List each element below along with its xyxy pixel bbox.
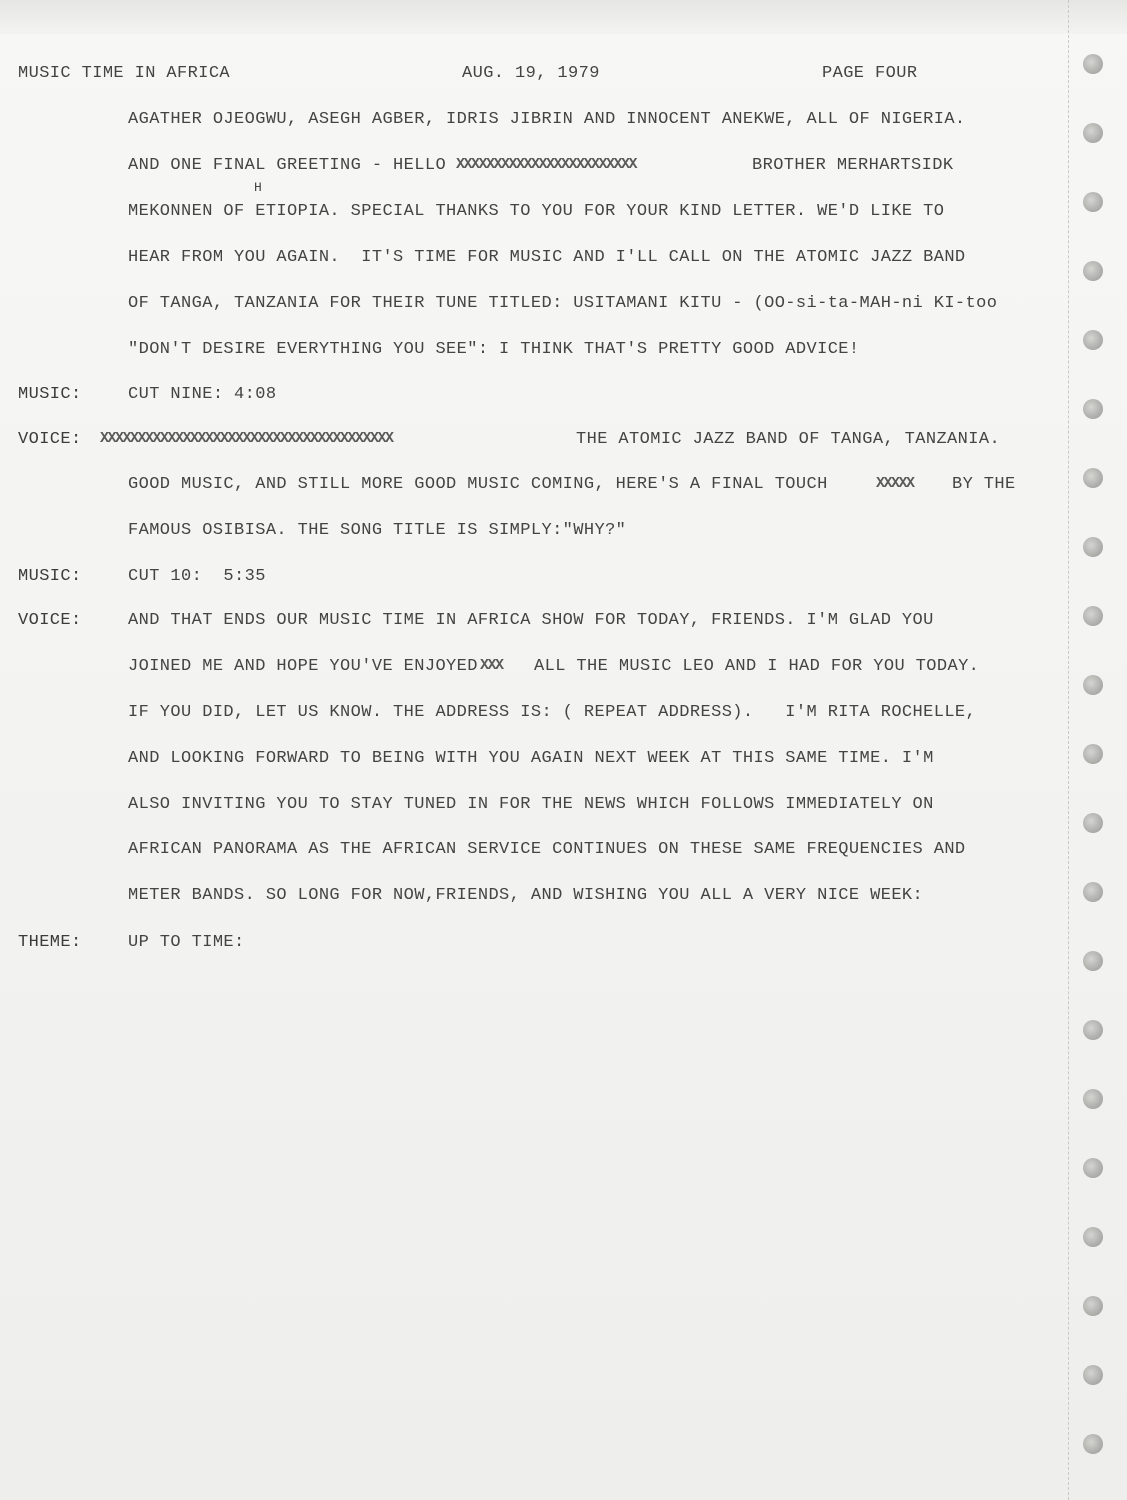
cue-text: CUT NINE: 4:08 <box>128 385 277 404</box>
text-line: BROTHER MERHARTSIDK <box>752 156 954 175</box>
feed-hole <box>1083 468 1103 488</box>
feed-hole <box>1083 1158 1103 1178</box>
cue-label-voice: VOICE: <box>18 430 82 449</box>
text-line: JOINED ME AND HOPE YOU'VE ENJOYED <box>128 657 478 676</box>
feed-hole <box>1083 54 1103 74</box>
feed-hole <box>1083 537 1103 557</box>
feed-hole <box>1083 813 1103 833</box>
struck-out-text: XXXXXXXXXXXXXXXXXXXXXXXX <box>456 156 637 173</box>
cue-label-music: MUSIC: <box>18 567 82 586</box>
feed-hole <box>1083 1296 1103 1316</box>
script-date: AUG. 19, 1979 <box>462 64 600 83</box>
text-line: METER BANDS. SO LONG FOR NOW,FRIENDS, AND WISHING YOU ALL A VERY NICE WEEK: <box>128 886 924 905</box>
struck-out-text: XXXXX <box>876 475 914 492</box>
feed-hole <box>1083 606 1103 626</box>
text-line: IF YOU DID, LET US KNOW. THE ADDRESS IS: ( REPEAT ADDRESS). I'M RITA ROCHELLE, <box>128 703 977 722</box>
feed-hole <box>1083 330 1103 350</box>
text-line: BY THE <box>952 475 1016 494</box>
cue-text: CUT 10: 5:35 <box>128 567 266 586</box>
handwritten-correction: H <box>254 180 263 195</box>
text-line: AND LOOKING FORWARD TO BEING WITH YOU AGAIN NEXT WEEK AT THIS SAME TIME. I'M <box>128 749 934 768</box>
struck-out-text: XXX <box>480 657 503 674</box>
text-line: ALSO INVITING YOU TO STAY TUNED IN FOR THE NEWS WHICH FOLLOWS IMMEDIATELY ON <box>128 795 934 814</box>
tractor-feed-strip <box>1068 0 1127 1500</box>
text-line: AND THAT ENDS OUR MUSIC TIME IN AFRICA SHOW FOR TODAY, FRIENDS. I'M GLAD YOU <box>128 611 934 630</box>
text-line: OF TANGA, TANZANIA FOR THEIR TUNE TITLED: USITAMANI KITU - (OO-si-ta-MAH-ni KI-too <box>128 294 998 313</box>
feed-hole <box>1083 399 1103 419</box>
text-line: FAMOUS OSIBISA. THE SONG TITLE IS SIMPLY:"WHY?" <box>128 521 627 540</box>
struck-out-text: XXXXXXXXXXXXXXXXXXXXXXXXXXXXXXXXXXXXXXX <box>100 430 393 447</box>
cue-label-theme: THEME: <box>18 933 82 952</box>
cue-text: UP TO TIME: <box>128 933 245 952</box>
text-line: "DON'T DESIRE EVERYTHING YOU SEE": I THINK THAT'S PRETTY GOOD ADVICE! <box>128 340 860 359</box>
feed-hole <box>1083 1089 1103 1109</box>
feed-hole <box>1083 123 1103 143</box>
feed-hole <box>1083 1434 1103 1454</box>
text-line: ALL THE MUSIC LEO AND I HAD FOR YOU TODAY. <box>534 657 980 676</box>
paper-top-edge <box>0 0 1127 34</box>
text-line: GOOD MUSIC, AND STILL MORE GOOD MUSIC COMING, HERE'S A FINAL TOUCH <box>128 475 828 494</box>
text-line: HEAR FROM YOU AGAIN. IT'S TIME FOR MUSIC AND I'LL CALL ON THE ATOMIC JAZZ BAND <box>128 248 966 267</box>
cue-label-music: MUSIC: <box>18 385 82 404</box>
feed-hole <box>1083 1227 1103 1247</box>
feed-hole <box>1083 951 1103 971</box>
text-line: AFRICAN PANORAMA AS THE AFRICAN SERVICE CONTINUES ON THESE SAME FREQUENCIES AND <box>128 840 966 859</box>
text-line: AGATHER OJEOGWU, ASEGH AGBER, IDRIS JIBRIN AND INNOCENT ANEKWE, ALL OF NIGERIA. <box>128 110 966 129</box>
feed-hole <box>1083 675 1103 695</box>
feed-hole <box>1083 1365 1103 1385</box>
feed-hole <box>1083 192 1103 212</box>
text-line: THE ATOMIC JAZZ BAND OF TANGA, TANZANIA. <box>576 430 1001 449</box>
program-title: MUSIC TIME IN AFRICA <box>18 64 231 83</box>
feed-hole <box>1083 261 1103 281</box>
text-line: AND ONE FINAL GREETING - HELLO <box>128 156 447 175</box>
feed-hole <box>1083 1020 1103 1040</box>
text-line: MEKONNEN OF ETIOPIA. SPECIAL THANKS TO YOU FOR YOUR KIND LETTER. WE'D LIKE TO <box>128 202 945 221</box>
feed-hole <box>1083 744 1103 764</box>
page-number: PAGE FOUR <box>822 64 918 83</box>
feed-hole <box>1083 882 1103 902</box>
cue-label-voice: VOICE: <box>18 611 82 630</box>
